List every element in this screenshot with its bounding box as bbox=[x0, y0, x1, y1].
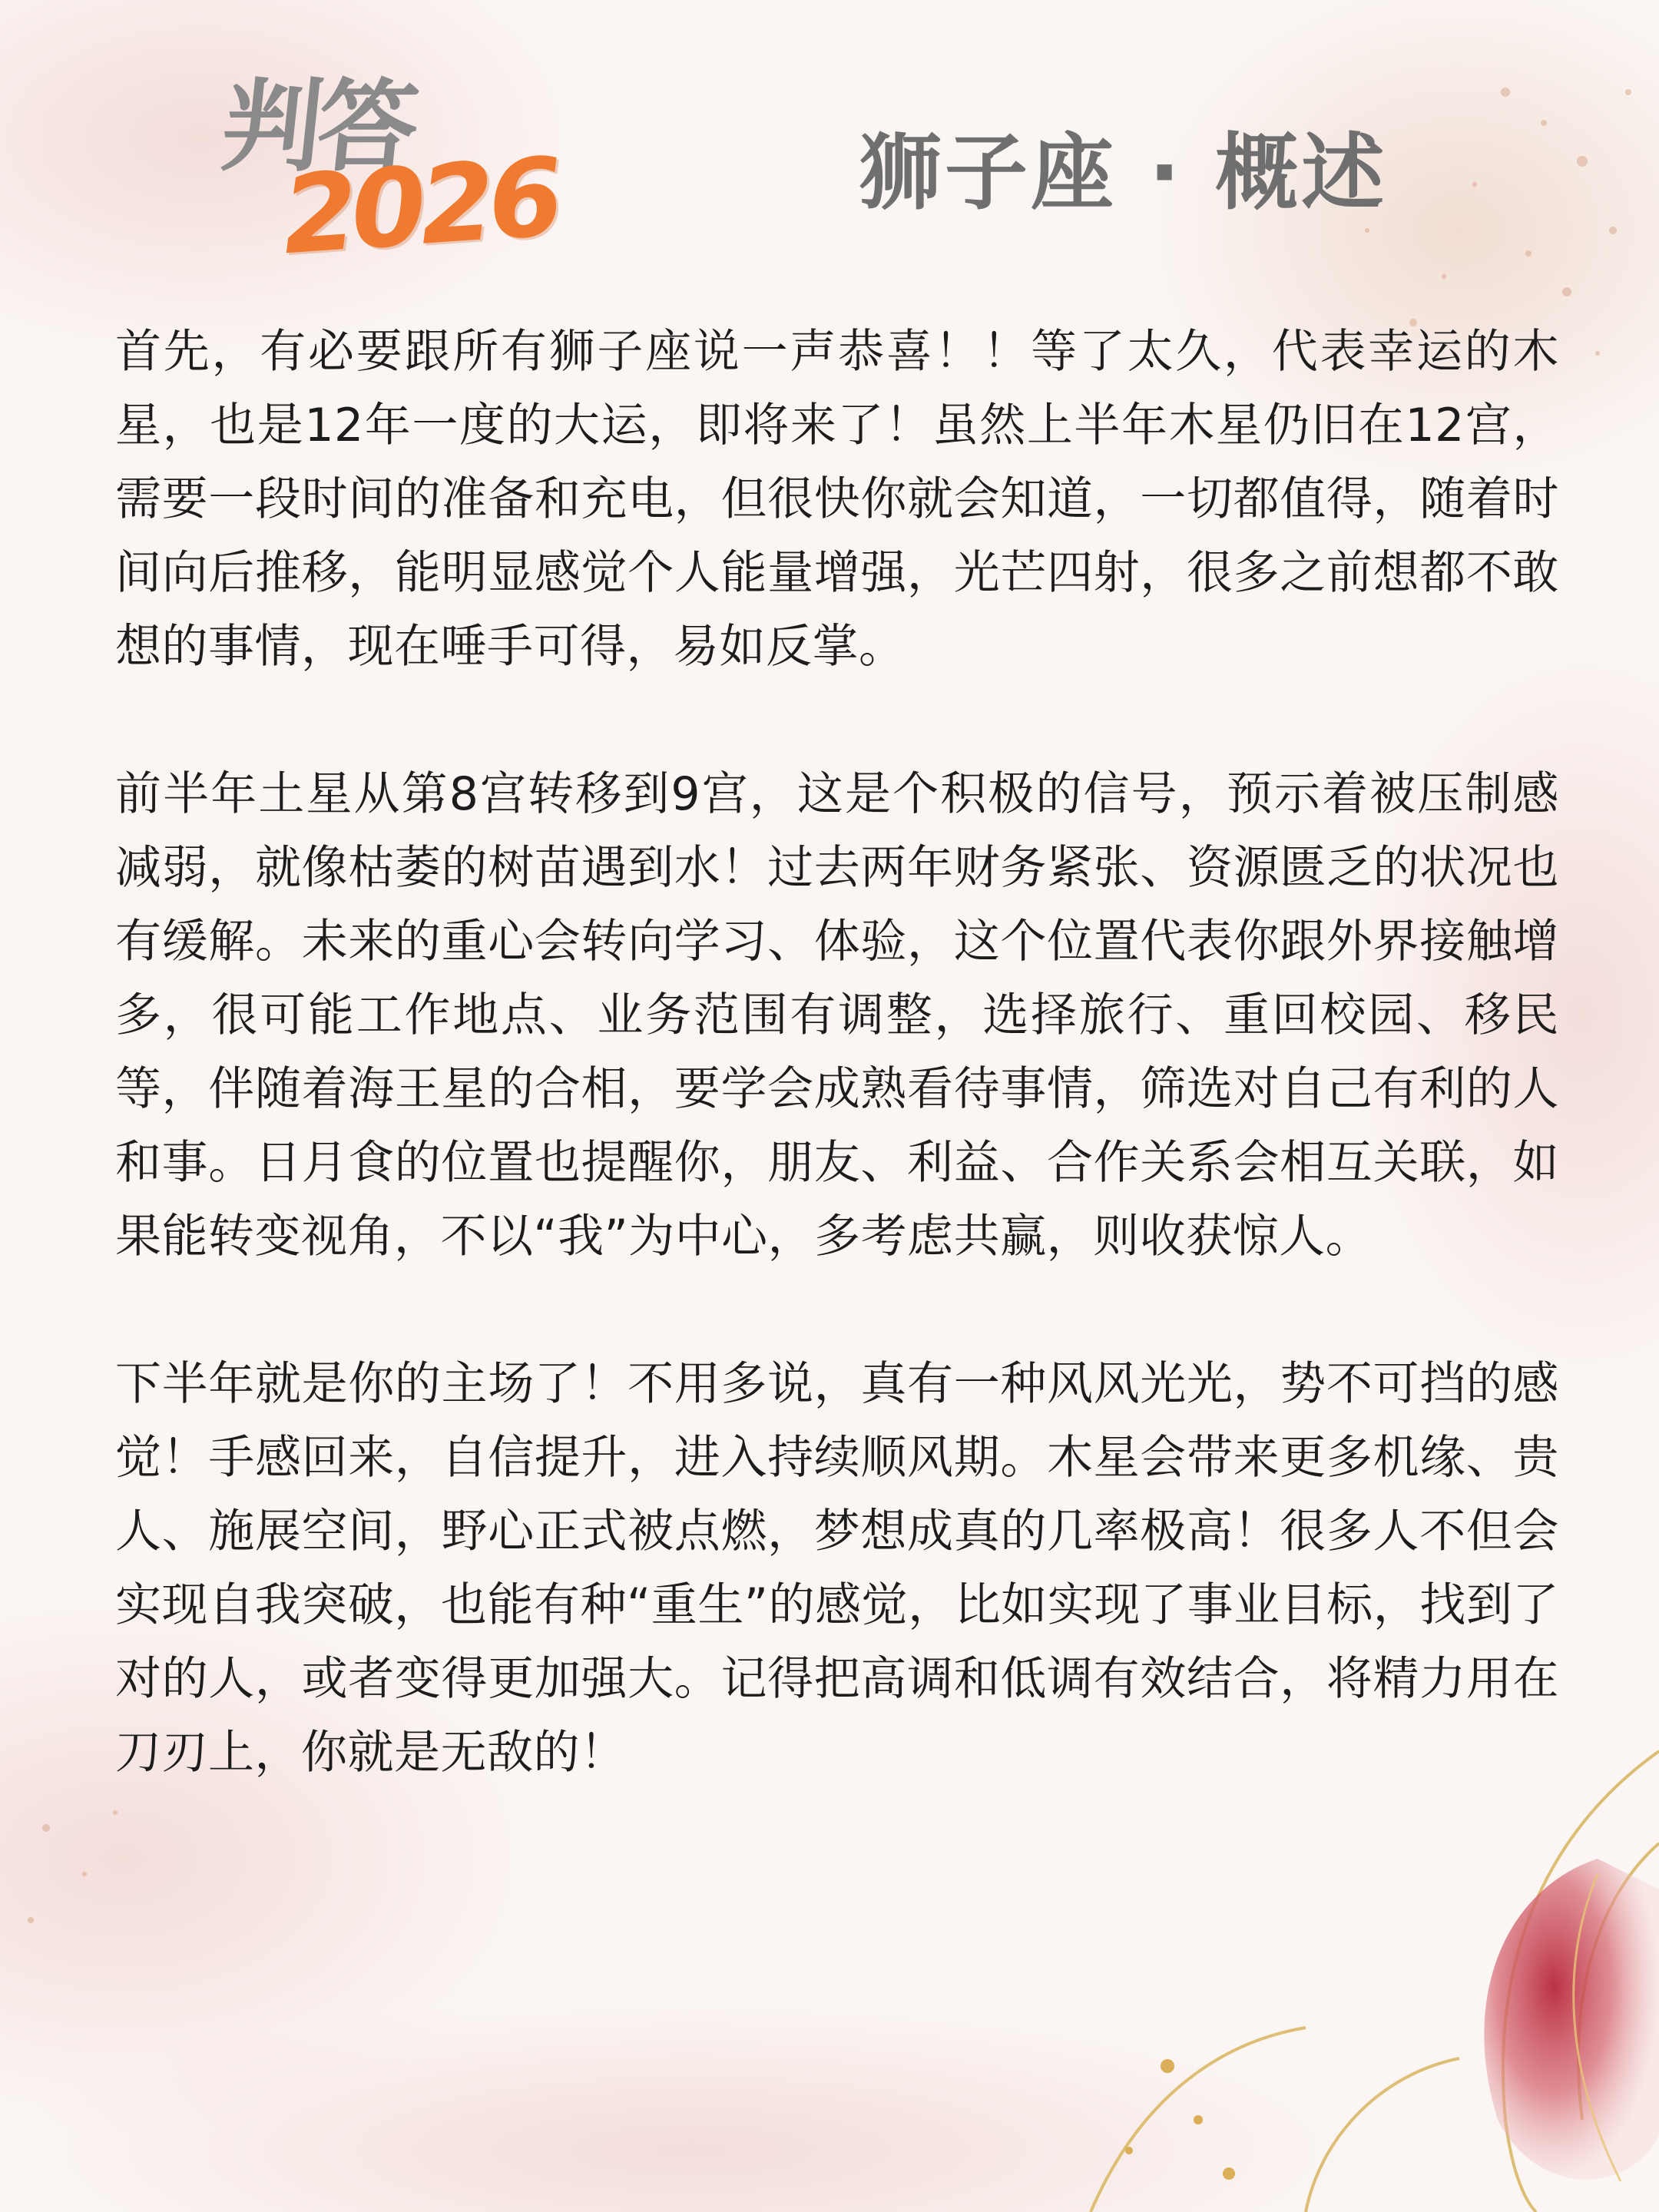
paragraph-3: 下半年就是你的主场了！不用多说，真有一种风风光光，势不可挡的感觉！手感回来，自信提升，进入持续顺风期。木星会带来更多机缘、贵人、施展空间，野心正式被点燃，梦想成真的几率极高！很多人不但会实现自我突破，也能有种“重生”的感觉，比如实现了事业目标，找到了对的人，或者变得更加强大。记得把高调和低调有效结合，将精力用在刀刃上，你就是无敌的！ bbox=[115, 1357, 1559, 1780]
logo-year: 2026 bbox=[278, 134, 561, 280]
logo-text: 判答 bbox=[217, 68, 420, 185]
red-petal bbox=[1484, 1859, 1659, 2180]
paragraph-1: 首先，有必要跟所有狮子座说一声恭喜！！等了太久，代表幸运的木星，也是12年一度的大运，即将来了！虽然上半年木星仍旧在12宫，需要一段时间的准备和充电，但很快你就会知道，一切都值得，随着时间向后推移，能明显感觉个人能量增强，光芒四射，很多之前想都不敢想的事情，现在唾手可得，易如反掌。 bbox=[115, 325, 1559, 674]
paragraph-2: 前半年土星从第8宫转移到9宫，这是个积极的信号，预示着被压制感减弱，就像枯萎的树苗遇到水！过去两年财务紧张、资源匮乏的状况也有缓解。未来的重心会转向学习、体验，这个位置代表你跟外界接触增多，很可能工作地点、业务范围有调整，选择旅行、重回校园、移民等，伴随着海王星的合相，要学会成熟看待事情，筛选对自己有利的人和事。日月食的位置也提醒你，朋友、利益、合作关系会相互关联，如果能转变视角，不以“我”为中心，多考虑共赢，则收获惊人。 bbox=[115, 767, 1559, 1263]
logo bbox=[217, 68, 561, 280]
page-title: 狮子座 · 概述 bbox=[859, 125, 1388, 221]
article-body bbox=[115, 315, 1559, 1790]
